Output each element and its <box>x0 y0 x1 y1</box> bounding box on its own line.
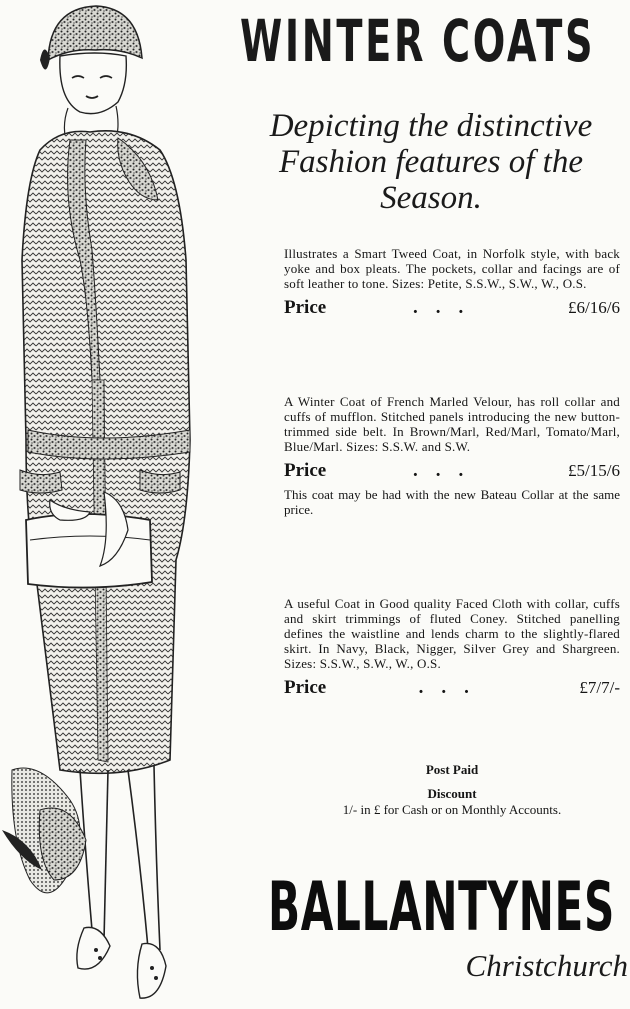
price-leader: ... <box>412 297 482 318</box>
price-row <box>284 677 620 699</box>
price-amount: £5/15/6 <box>568 461 620 480</box>
price-leader: ... <box>412 460 482 481</box>
item-description: A Winter Coat of French Marled Velour, has roll collar and cuffs of mufflon. Stitched panels introducing the new button-trimmed side belt. In Brown/Marl, Red/Marl, Tomato/Marl, Blue/Marl. Sizes: S.S.W. and S.W. <box>284 394 620 454</box>
item-description: A useful Coat in Good quality Faced Cloth with collar, cuffs and skirt trimmings of fluted Coney. Stitched panelling defines the waistline and lends charm to the slightly-flared skirt. In Navy, Black, Nigger, Silver Grey and Shargreen. Sizes: S.S.W., S.W., W., O.S. <box>284 596 620 671</box>
headline: WINTER COATS <box>240 7 596 75</box>
ad-copy <box>232 0 630 1009</box>
price-row <box>284 460 620 482</box>
price-label: Price <box>284 297 327 318</box>
tagline-line-3: Season. <box>380 180 482 216</box>
discount-text: 1/- in £ for Cash or on Monthly Accounts. <box>342 802 562 817</box>
tagline <box>232 108 630 216</box>
coat-item-velour <box>284 394 620 530</box>
shoes <box>77 927 166 998</box>
price-label: Price <box>284 677 327 698</box>
coat-item-faced-cloth <box>284 596 620 699</box>
legs <box>80 766 160 950</box>
price-amount: £6/16/6 <box>568 298 620 317</box>
fur-stole <box>2 768 86 893</box>
city-name: Christchurch <box>465 948 628 983</box>
brand-name: BALLANTYNES <box>268 868 615 947</box>
post-paid: Post Paid <box>425 762 479 777</box>
item-description: Illustrates a Smart Tweed Coat, in Norfolk style, with back yoke and box pleats. The pockets, collar and facings are of soft leather to tone. Sizes: Petite, S.S.W., S.W., W., O.S. <box>284 246 620 291</box>
tagline-line-2: Fashion features of the <box>279 144 583 180</box>
price-row <box>284 297 620 319</box>
coat-item-tweed <box>284 246 620 319</box>
tweed-coat <box>20 131 190 774</box>
price-amount: £7/7/- <box>579 678 620 697</box>
handbag <box>26 514 152 588</box>
price-label: Price <box>284 460 327 481</box>
price-leader: ... <box>418 677 487 698</box>
tagline-line-1: Depicting the distinctive <box>269 108 593 144</box>
item-note: This coat may be had with the new Bateau Collar at the same price. <box>284 487 620 517</box>
fashion-illustration <box>0 0 230 1009</box>
discount-title: Discount <box>427 786 477 801</box>
face <box>60 53 127 142</box>
